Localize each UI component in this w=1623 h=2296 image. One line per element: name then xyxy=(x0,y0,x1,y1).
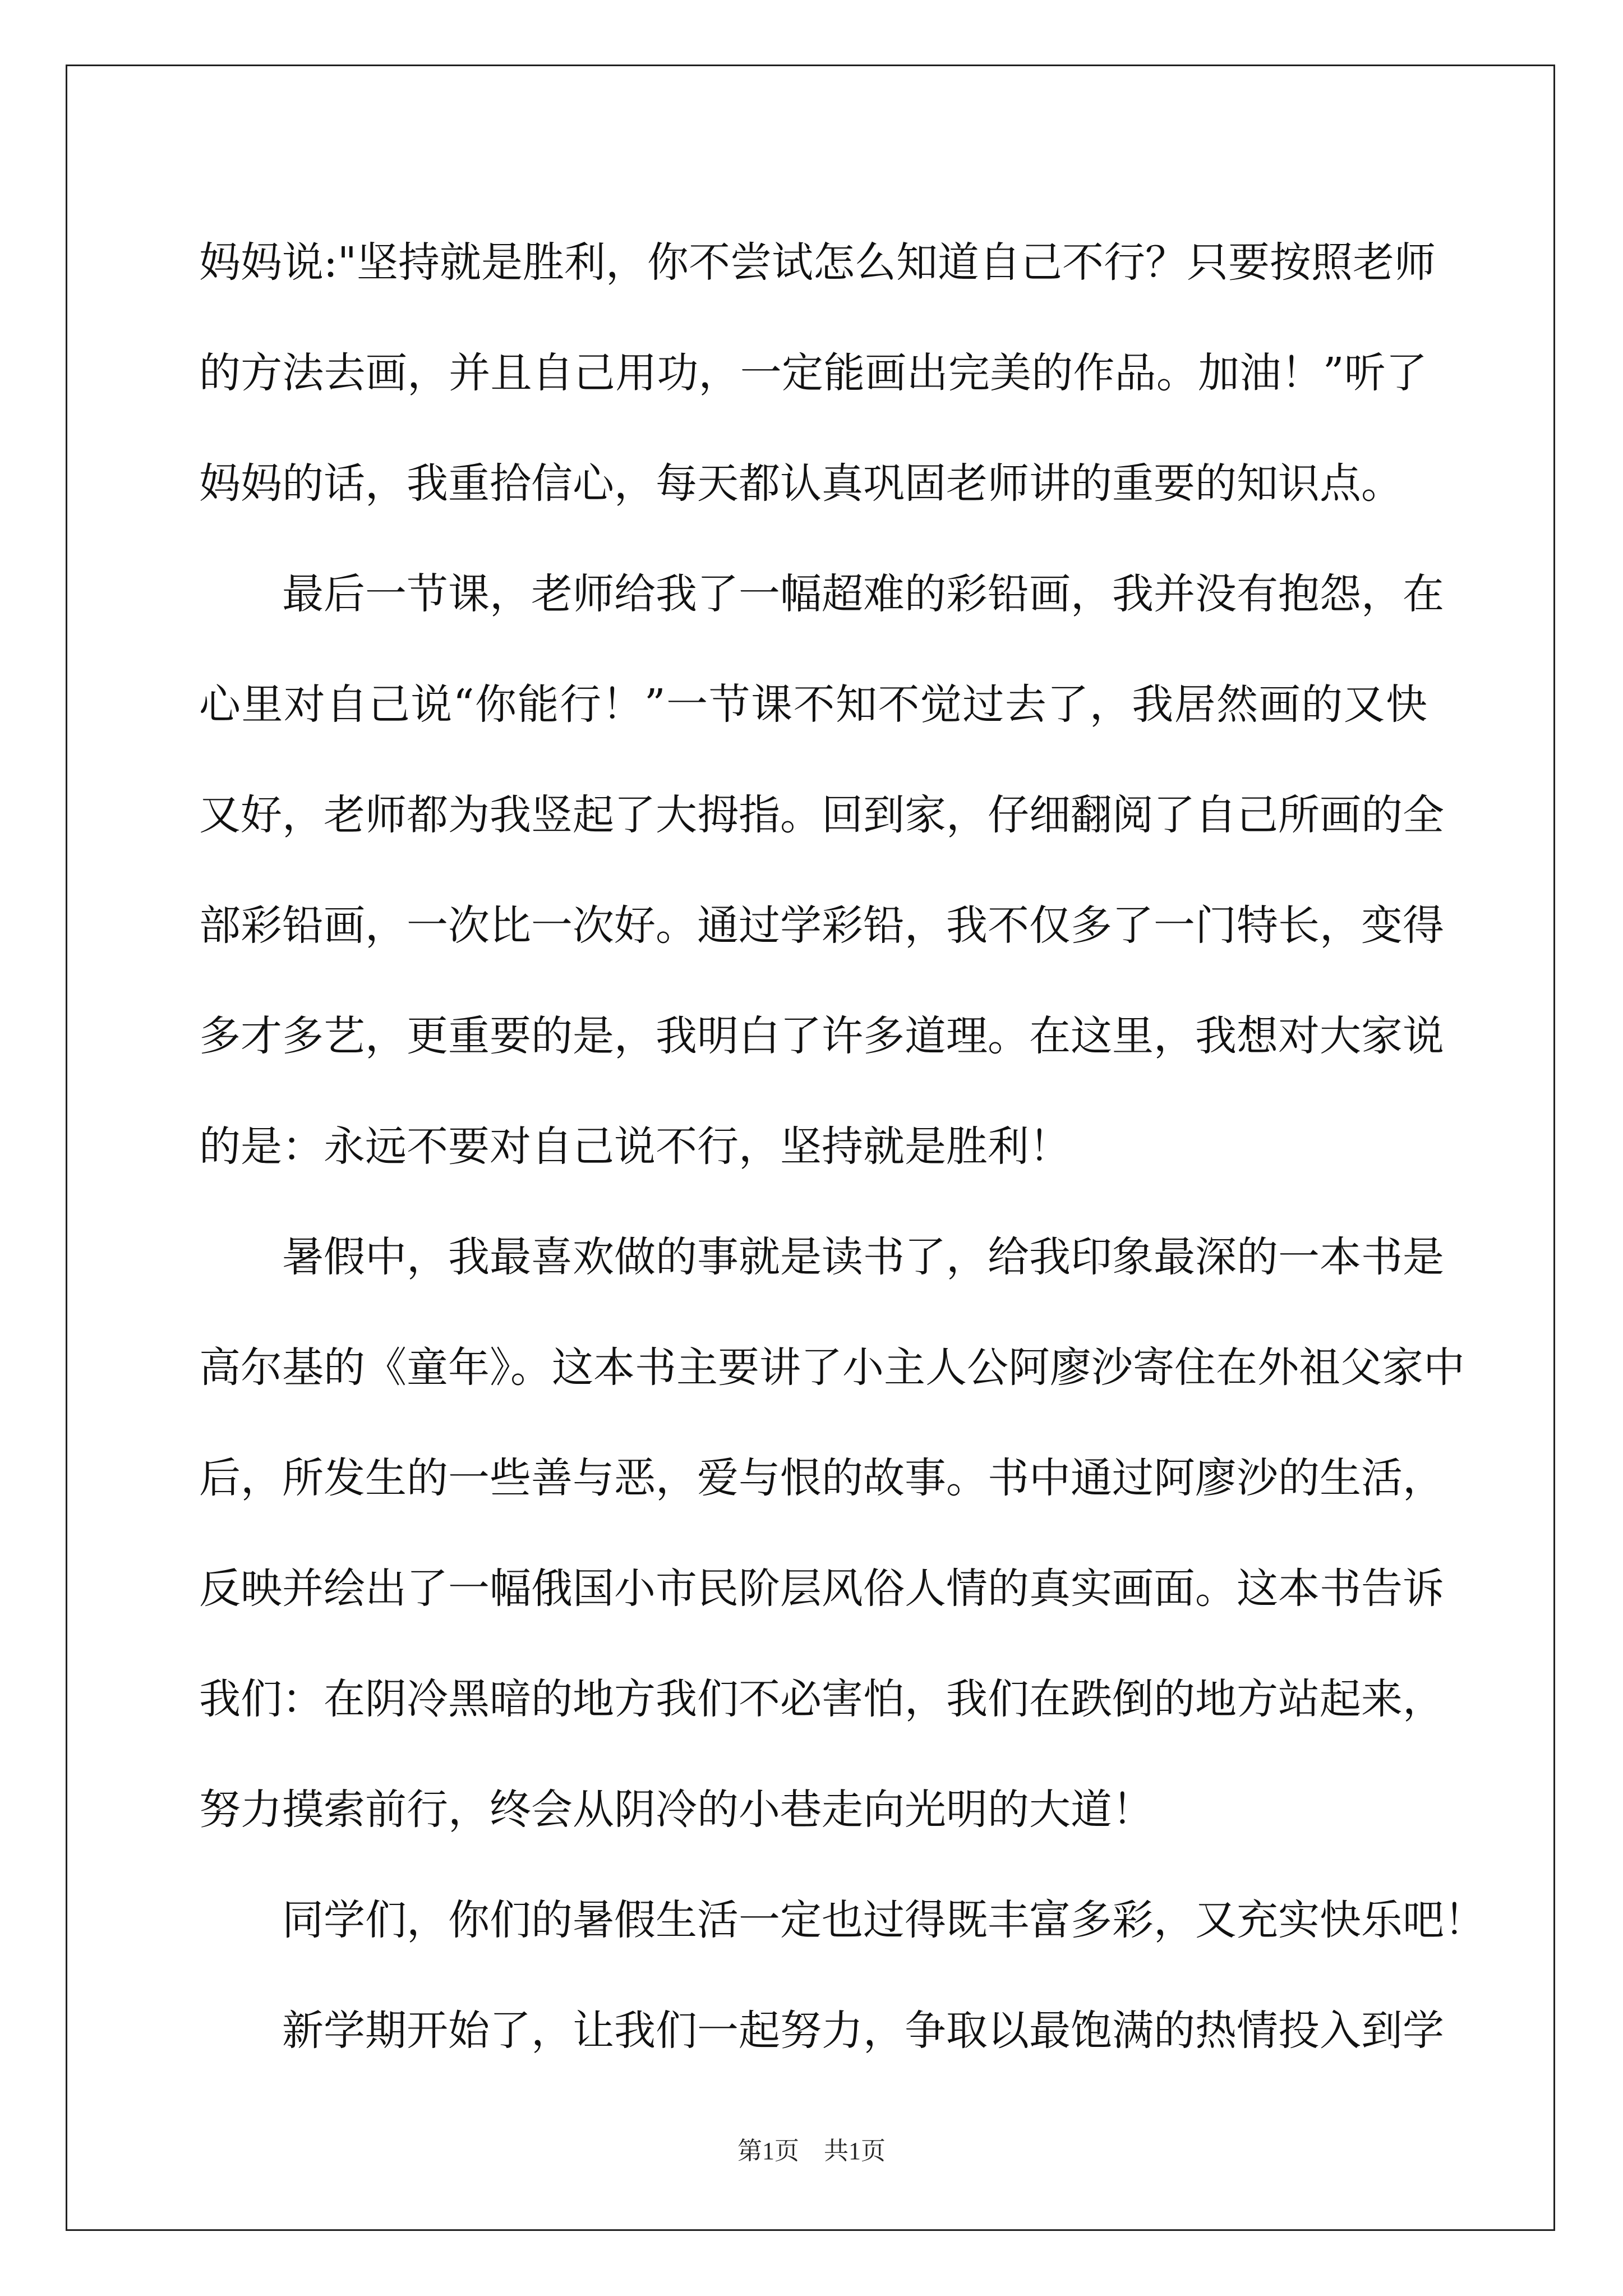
text-line: 妈妈说:"坚持就是胜利，你不尝试怎么知道自己不行？只要按照老师 xyxy=(199,238,1436,287)
text-line: 部彩铅画，一次比一次好。通过学彩铅，我不仅多了一门特长，变得 xyxy=(199,901,1444,950)
page-footer xyxy=(0,2131,1623,2166)
text-line: 反映并绘出了一幅俄国小市民阶层风俗人情的真实画面。这本书告诉 xyxy=(199,1565,1444,1613)
text-line: 我们：在阴冷黑暗的地方我们不必害怕，我们在跌倒的地方站起来， xyxy=(199,1675,1444,1723)
paragraph-start-line: 同学们，你们的暑假生活一定也过得既丰富多彩，又充实快乐吧！ xyxy=(282,1896,1486,1944)
text-line: 高尔基的《童年》。这本书主要讲了小主人公阿廖沙寄住在外祖父家中 xyxy=(199,1343,1465,1392)
text-line: 后，所发生的一些善与恶，爱与恨的故事。书中通过阿廖沙的生活， xyxy=(199,1454,1444,1502)
text-line: 又好，老师都为我竖起了大拇指。回到家，仔细翻阅了自己所画的全 xyxy=(199,791,1444,839)
text-line: 心里对自己说“你能行！”一节课不知不觉过去了，我居然画的又快 xyxy=(199,680,1427,729)
page-number: 第1页 xyxy=(737,2137,799,2165)
paragraph-start-line: 新学期开始了，让我们一起努力，争取以最饱满的热情投入到学 xyxy=(282,2007,1444,2055)
paragraph-start-line: 最后一节课，老师给我了一幅超难的彩铅画，我并没有抱怨，在 xyxy=(282,570,1444,618)
page-count: 共1页 xyxy=(824,2137,886,2165)
text-line: 的方法去画，并且自己用功，一定能画出完美的作品。加油！”听了 xyxy=(199,349,1427,397)
paragraph-start-line: 暑假中，我最喜欢做的事就是读书了，给我印象最深的一本书是 xyxy=(282,1233,1444,1281)
text-line: 的是：永远不要对自己说不行，坚持就是胜利！ xyxy=(199,1122,1071,1171)
document-body xyxy=(199,208,1486,2086)
text-line: 努力摸索前行，终会从阴冷的小巷走向光明的大道！ xyxy=(199,1786,1154,1834)
text-line: 多才多艺，更重要的是，我明白了许多道理。在这里，我想对大家说 xyxy=(199,1012,1444,1060)
text-line: 妈妈的话，我重拾信心，每天都认真巩固老师讲的重要的知识点。 xyxy=(199,459,1403,508)
